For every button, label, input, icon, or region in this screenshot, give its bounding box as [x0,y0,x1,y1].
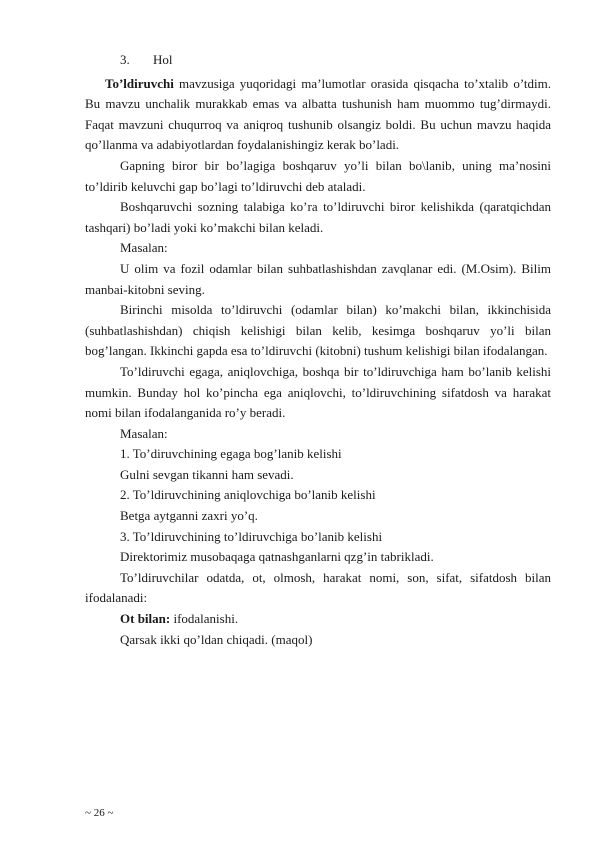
paragraph-expression: To’ldiruvchilar odatda, ot, olmosh, harakat nomi, son, sifat, sifatdosh bilan ifodalanadi: [85,569,551,606]
example-2-text: Betga aytganni zaxri yo’q. [120,508,258,524]
paragraph-intro-text: mavzusiga yuqoridagi ma’lumotlar orasida qisqacha to’xtalib o’tdim. Bu mavzu unchalik murakkab emas va albatta tushunish ham muommo tug’dirmaydi. Faqat mavzuni chuqurroq va aniqroq tushunib olsangiz boldi. Bu uchun mavzu haqida qo’llanma va adabiyotlardan foydalanishingiz kerak bo’ladi. [85,75,551,153]
paragraph-explanation: Birinchi misolda to’ldiruvchi (odamlar bilan) ko’makchi bilan, ikkinchisida (suhbatlashishdan) chiqish kelishigi bilan kelib, kesimga boshqaruv yo’li bilan bog’langan. Ikkinchi gapda esa to’ldiruvchi (kitobni) tushum kelishigi bilan ifodalangan. [85,302,551,359]
page-number: ~ 26 ~ [85,807,114,819]
example-3-text: Direktorimiz musobaqaga qatnashganlarni qzg’in tabrikladi. [120,549,434,565]
example-1-text: Gulni sevgan tikanni ham sevadi. [120,466,294,482]
paragraph-definition: Gapning biror bir bo’lagiga boshqaruv yo’li bilan bo\lanib, uning ma’nosini to’ldirib keluvchi gap bo’lagi to’ldiruvchi deb ataladi. [85,157,551,194]
example-label: Masalan: [120,425,168,441]
paragraph-case-rule: Boshqaruvchi sozning talabiga ko’ra to’ldiruvchi biror kelishikda (qaratqichdan tashqari) bo’ladi yoki ko’makchi bilan keladi. [85,199,551,235]
section-heading [85,50,551,71]
section-number: 3. [120,52,130,67]
subheading-ot-bilan [85,609,551,630]
proverb-example: Qarsak ikki qo’ldan chiqadi. (maqol) [120,631,313,647]
subheading-bold: Ot bilan: [120,611,171,627]
section-title: Hol [153,52,173,67]
subheading-text: ifodalanishi. [170,611,239,627]
page-content [85,50,551,650]
example-3-title: 3. To’ldiruvchining to’ldiruvchiga bo’lanib kelishi [120,528,383,544]
example-2-title: 2. To’ldiruvchining aniqlovchiga bo’lanib kelishi [120,487,376,503]
paragraph-connections: To’ldiruvchi egaga, aniqlovchiga, boshqa bir to’ldiruvchiga ham bo’lanib kelishi mumkin. Bunday hol ko’pincha ega aniqlovchi, to’ldiruvchining sifatdosh va harakat nomi bilan ifodalanganida ro’y beradi. [85,363,551,421]
term-bold: To’ldiruvchi [105,75,174,91]
paragraph-examples: U olim va fozil odamlar bilan suhbatlashishdan zavqlanar edi. (M.Osim). Bilim manbai-kitobni seving. [85,260,551,297]
example-1-title: 1. To’diruvchining egaga bog’lanib kelishi [120,446,342,462]
paragraph-intro [85,74,551,156]
example-label: Masalan: [120,240,168,256]
